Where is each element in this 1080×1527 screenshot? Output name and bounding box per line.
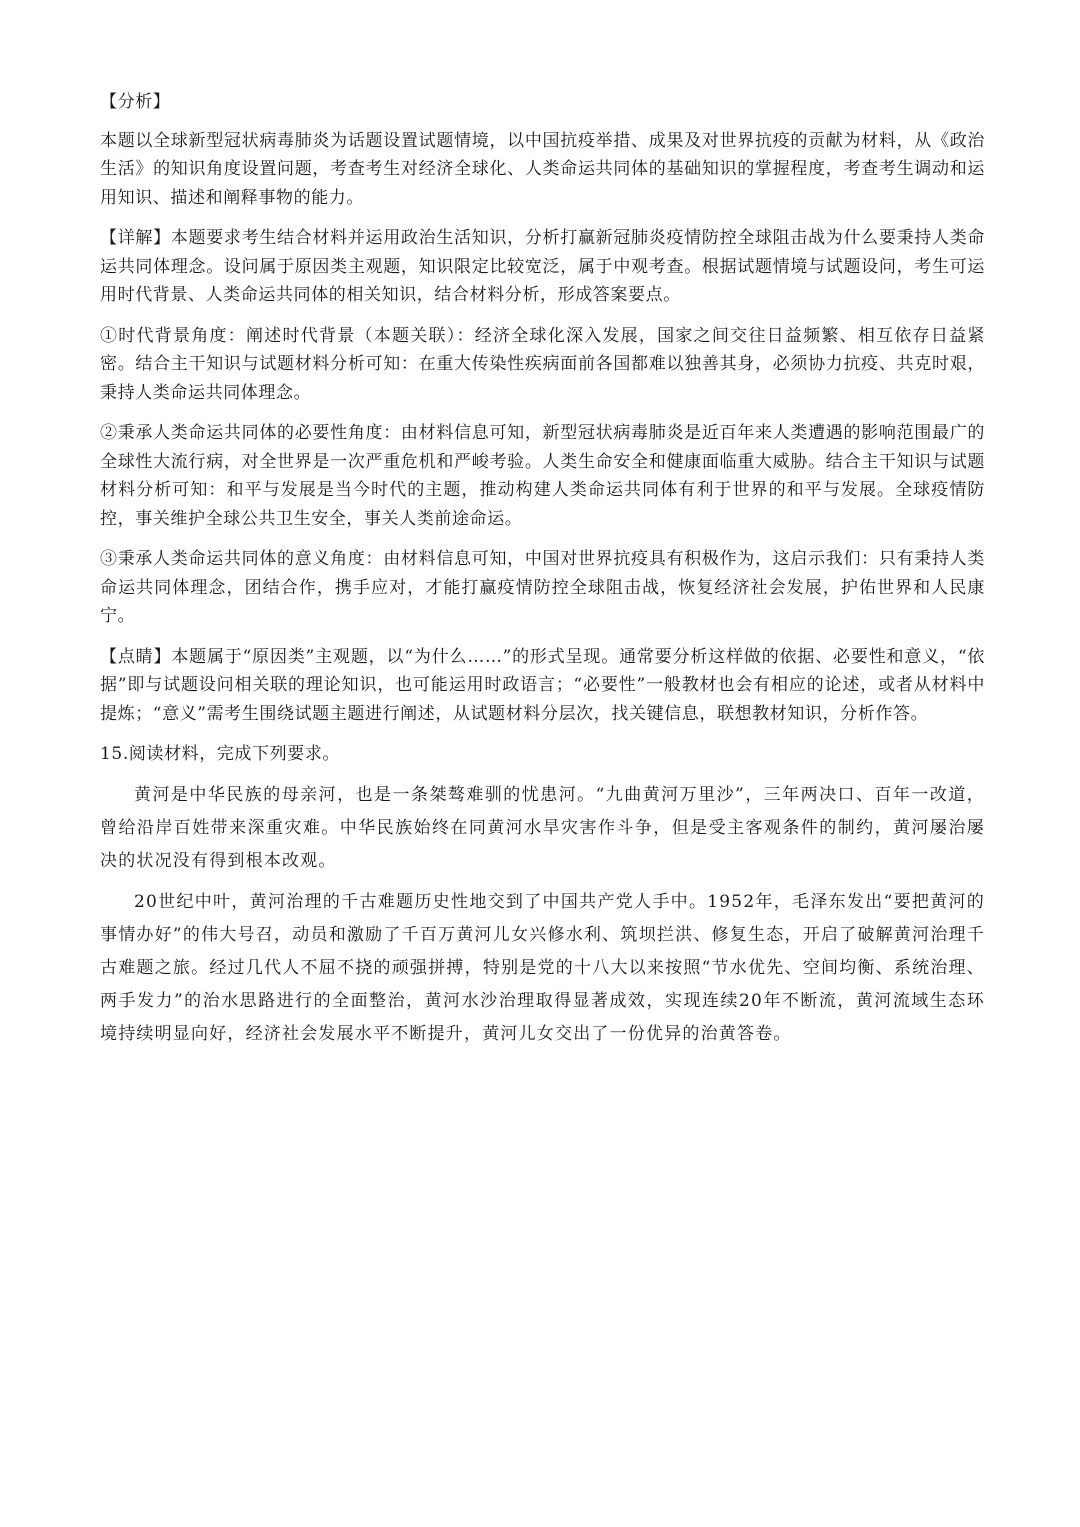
point-3: ③秉承人类命运共同体的意义角度：由材料信息可知，中国对世界抗疫具有积极作为，这启示我们：只有秉持人类命运共同体理念，团结合作，携手应对，才能打赢疫情防控全球阻击战，恢复经济社会发展，护佑世界和人民康宁。 [100, 549, 985, 626]
material-paragraph-1: 黄河是中华民族的母亲河，也是一条桀骜难驯的忧患河。“九曲黄河万里沙”，三年两决口、百年一改道，曾给沿岸百姓带来深重灾难。中华民族始终在同黄河水旱灾害作斗争，但是受主客观条件的制约，黄河屡治屡决的状况没有得到根本改观。 [100, 784, 985, 871]
material-paragraph-2: 20世纪中叶，黄河治理的千古难题历史性地交到了中国共产党人手中。1952年，毛泽东发出“要把黄河的事情办好”的伟大号召，动员和激励了千百万黄河儿女兴修水利、筑坝拦洪、修复生态，开启了破解黄河治理千古难题之旅。经过几代人不屈不挠的顽强拼搏，特别是党的十八大以来按照“节水优先、空间均衡、系统治理、两手发力”的治水思路进行的全面整治，黄河水沙治理取得显著成效，实现连续20年不断流，黄河流域生态环境持续明显向好，经济社会发展水平不断提升，黄河儿女交出了一份优异的治黄答卷。 [100, 891, 985, 1044]
document-page [100, 88, 985, 1059]
point-2: ②秉承人类命运共同体的必要性角度：由材料信息可知，新型冠状病毒肺炎是近百年来人类遭遇的影响范围最广的全球性大流行病，对全世界是一次严重危机和严峻考验。人类生命安全和健康面临重大威胁。结合主干知识与试题材料分析可知：和平与发展是当今时代的主题，推动构建人类命运共同体有利于世界的和平与发展。全球疫情防控，事关维护全球公共卫生安全，事关人类前途命运。 [100, 423, 985, 529]
question-title: 15.阅读材料，完成下列要求。 [100, 744, 341, 764]
detail-paragraph: 【详解】本题要求考生结合材料并运用政治生活知识，分析打赢新冠肺炎疫情防控全球阻击战为什么要秉持人类命运共同体理念。设问属于原因类主观题，知识限定比较宽泛，属于中观考查。根据试题情境与试题设问，考生可运用时代背景、人类命运共同体的相关知识，结合材料分析，形成答案要点。 [100, 228, 985, 305]
tip-paragraph: 【点睛】本题属于“原因类”主观题，以“为什么……”的形式呈现。通常要分析这样做的依据、必要性和意义，“依据”即与试题设问相关联的理论知识，也可能运用时政语言；“必要性”一般教材也会有相应的论述，或者从材料中提炼；“意义”需考生围绕试题主题进行阐述，从试题材料分层次，找关键信息，联想教材知识，分析作答。 [100, 646, 985, 724]
analysis-body: 本题以全球新型冠状病毒肺炎为话题设置试题情境，以中国抗疫举措、成果及对世界抗疫的贡献为材料，从《政治生活》的知识角度设置问题，考查考生对经济全球化、人类命运共同体的基础知识的掌握程度，考查考生调动和运用知识、描述和阐释事物的能力。 [100, 130, 985, 208]
point-1: ①时代背景角度：阐述时代背景（本题关联）：经济全球化深入发展，国家之间交往日益频繁、相互依存日益紧密。结合主干知识与试题材料分析可知：在重大传染性疾病面前各国都难以独善其身，必须协力抗疫、共克时艰，秉持人类命运共同体理念。 [100, 325, 985, 403]
analysis-heading: 【分析】 [100, 92, 171, 112]
